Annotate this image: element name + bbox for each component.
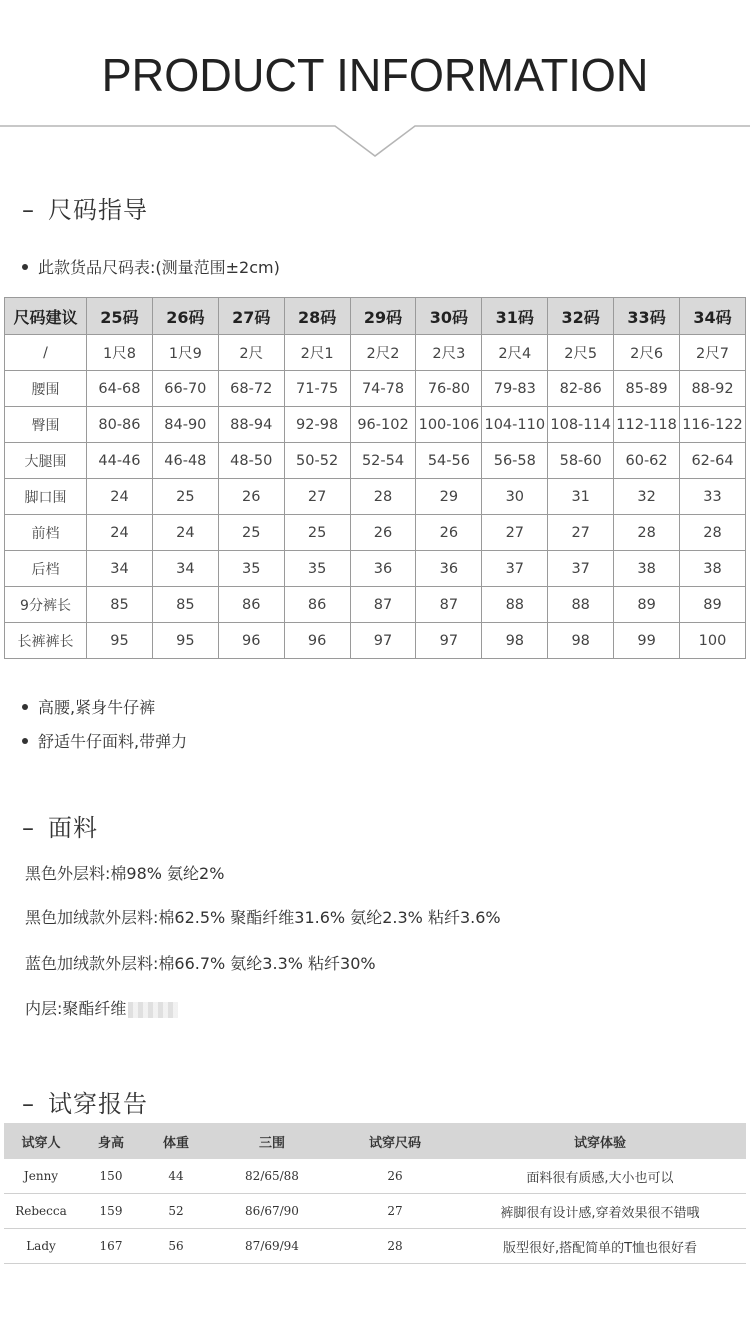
size-table-cell: 97	[416, 623, 482, 659]
size-table-row	[5, 443, 746, 479]
size-table-cell: 36	[416, 551, 482, 587]
size-table-cell: 60-62	[614, 443, 680, 479]
size-table-cell: 88	[548, 587, 614, 623]
size-table-cell: 87	[350, 587, 416, 623]
size-table-cell: 33	[680, 479, 746, 515]
size-table-row-label: 大腿围	[5, 443, 87, 479]
size-table-cell: 74-78	[350, 371, 416, 407]
trial-table-cell: 44	[144, 1159, 208, 1194]
trial-table-header-cell: 试穿尺码	[336, 1123, 454, 1159]
size-table-row-label: 前档	[5, 515, 87, 551]
fabric-line: 蓝色加绒款外层料:棉66.7% 氨纶3.3% 粘纤30%	[25, 954, 376, 973]
size-table-cell: 76-80	[416, 371, 482, 407]
size-table-cell: 28	[614, 515, 680, 551]
trial-table-header-cell: 三围	[208, 1123, 336, 1159]
size-table-cell: 88-94	[218, 407, 284, 443]
size-table-cell: 27	[548, 515, 614, 551]
size-table-cell: 37	[548, 551, 614, 587]
size-table-cell: 79-83	[482, 371, 548, 407]
trial-table-cell: 27	[336, 1194, 454, 1229]
size-table-cell: 27	[284, 479, 350, 515]
feature-text: 舒适牛仔面料,带弹力	[38, 732, 188, 751]
size-table-cell: 26	[350, 515, 416, 551]
size-table-cell: 36	[350, 551, 416, 587]
trial-table-cell: 56	[144, 1229, 208, 1264]
size-table-cell: 86	[284, 587, 350, 623]
bullet-icon	[22, 704, 28, 710]
size-table-cell: 80-86	[87, 407, 153, 443]
section-title-size-text: 尺码指导	[48, 196, 148, 224]
size-table-cell: 54-56	[416, 443, 482, 479]
size-table-cell: 99	[614, 623, 680, 659]
size-table-cell: 112-118	[614, 407, 680, 443]
size-table-row-label: /	[5, 335, 87, 371]
size-table-cell: 100-106	[416, 407, 482, 443]
size-table-cell: 44-46	[87, 443, 153, 479]
fabric-line-inner	[25, 996, 178, 1019]
size-table-row	[5, 371, 746, 407]
trial-table-cell: 167	[78, 1229, 144, 1264]
blurred-redaction	[128, 1002, 178, 1018]
size-table-cell: 85	[152, 587, 218, 623]
size-table-cell: 108-114	[548, 407, 614, 443]
size-table-row-label: 后档	[5, 551, 87, 587]
trial-table-cell: Lady	[4, 1229, 78, 1264]
section-title-trial-text: 试穿报告	[48, 1090, 148, 1118]
size-table-header-cell: 33码	[614, 298, 680, 335]
size-table-row	[5, 479, 746, 515]
size-table-cell: 116-122	[680, 407, 746, 443]
size-table-cell: 1尺8	[87, 335, 153, 371]
bullet-icon	[22, 264, 28, 270]
size-table-cell: 89	[680, 587, 746, 623]
size-table-cell: 37	[482, 551, 548, 587]
trial-table-cell: 150	[78, 1159, 144, 1194]
size-table-cell: 96	[284, 623, 350, 659]
trial-table	[4, 1123, 746, 1264]
size-table-cell: 2尺7	[680, 335, 746, 371]
feature-text: 高腰,紧身牛仔裤	[38, 698, 156, 717]
size-table-cell: 62-64	[680, 443, 746, 479]
size-table-cell: 2尺4	[482, 335, 548, 371]
size-table-cell: 24	[87, 479, 153, 515]
size-table-cell: 2尺5	[548, 335, 614, 371]
trial-table-cell: Rebecca	[4, 1194, 78, 1229]
size-table-cell: 68-72	[218, 371, 284, 407]
section-title-size: – 尺码指导	[22, 196, 148, 224]
trial-table-cell: 28	[336, 1229, 454, 1264]
size-table-cell: 66-70	[152, 371, 218, 407]
size-table-cell: 28	[680, 515, 746, 551]
size-table-cell: 35	[284, 551, 350, 587]
trial-table-row	[4, 1159, 746, 1194]
size-table-cell: 24	[87, 515, 153, 551]
size-table-cell: 64-68	[87, 371, 153, 407]
size-table-cell: 24	[152, 515, 218, 551]
size-table-row	[5, 551, 746, 587]
trial-table-row	[4, 1229, 746, 1264]
size-table-cell: 2尺1	[284, 335, 350, 371]
size-table-cell: 88	[482, 587, 548, 623]
size-table-header-cell: 28码	[284, 298, 350, 335]
size-table-cell: 71-75	[284, 371, 350, 407]
size-table-cell: 88-92	[680, 371, 746, 407]
size-table-cell: 58-60	[548, 443, 614, 479]
size-table-header-cell: 34码	[680, 298, 746, 335]
size-table-row	[5, 515, 746, 551]
size-table-cell: 95	[87, 623, 153, 659]
size-table-cell: 38	[680, 551, 746, 587]
trial-table-header-cell: 试穿体验	[454, 1123, 746, 1159]
trial-table-header	[4, 1123, 746, 1159]
size-table-cell: 89	[614, 587, 680, 623]
size-table-header-cell: 26码	[152, 298, 218, 335]
size-table-cell: 87	[416, 587, 482, 623]
size-table-cell: 2尺3	[416, 335, 482, 371]
size-table-row	[5, 407, 746, 443]
feature-item	[22, 695, 155, 718]
size-table-cell: 92-98	[284, 407, 350, 443]
size-table-header-cell: 25码	[87, 298, 153, 335]
trial-table-cell: 87/69/94	[208, 1229, 336, 1264]
size-note	[22, 255, 280, 278]
size-table-cell: 31	[548, 479, 614, 515]
trial-table-cell: 版型很好,搭配简单的T恤也很好看	[454, 1229, 746, 1264]
size-table-cell: 35	[218, 551, 284, 587]
size-table-cell: 97	[350, 623, 416, 659]
size-table-cell: 95	[152, 623, 218, 659]
size-table-cell: 34	[152, 551, 218, 587]
size-table-cell: 2尺2	[350, 335, 416, 371]
size-table-header	[5, 298, 746, 335]
trial-table-header-cell: 试穿人	[4, 1123, 78, 1159]
size-table-row-label: 脚口围	[5, 479, 87, 515]
header-divider	[0, 0, 750, 170]
fabric-line: 黑色加绒款外层料:棉62.5% 聚酯纤维31.6% 氨纶2.3% 粘纤3.6%	[25, 908, 501, 927]
size-table-cell: 30	[482, 479, 548, 515]
size-table-cell: 98	[548, 623, 614, 659]
size-table-cell: 86	[218, 587, 284, 623]
size-table-cell: 96	[218, 623, 284, 659]
trial-table-cell: 86/67/90	[208, 1194, 336, 1229]
size-table-row-label: 长裤裤长	[5, 623, 87, 659]
size-table-cell: 84-90	[152, 407, 218, 443]
size-table-cell: 85	[87, 587, 153, 623]
size-table-row-label: 腰围	[5, 371, 87, 407]
size-note-text: 此款货品尺码表:(测量范围±2cm)	[38, 258, 280, 277]
size-table	[4, 297, 746, 659]
size-table-cell: 56-58	[482, 443, 548, 479]
size-table-header-cell: 尺码建议	[5, 298, 87, 335]
size-table-cell: 28	[350, 479, 416, 515]
size-table-row	[5, 623, 746, 659]
trial-table-cell: Jenny	[4, 1159, 78, 1194]
size-table-cell: 25	[284, 515, 350, 551]
size-table-row	[5, 587, 746, 623]
trial-table-cell: 面料很有质感,大小也可以	[454, 1159, 746, 1194]
size-table-row-label: 9分裤长	[5, 587, 87, 623]
size-table-cell: 85-89	[614, 371, 680, 407]
trial-table-cell: 裤脚很有设计感,穿着效果很不错哦	[454, 1194, 746, 1229]
size-table-cell: 27	[482, 515, 548, 551]
size-table-row-label: 臀围	[5, 407, 87, 443]
size-table-cell: 2尺	[218, 335, 284, 371]
fabric-line-text: 内层:聚酯纤维	[25, 999, 127, 1018]
size-table-cell: 50-52	[284, 443, 350, 479]
bullet-icon	[22, 738, 28, 744]
section-title-fabric: – 面料	[22, 814, 98, 842]
size-table-cell: 46-48	[152, 443, 218, 479]
size-table-cell: 38	[614, 551, 680, 587]
size-table-cell: 2尺6	[614, 335, 680, 371]
size-table-cell: 82-86	[548, 371, 614, 407]
size-table-cell: 100	[680, 623, 746, 659]
page-title: PRODUCT INFORMATION	[101, 49, 649, 101]
trial-table-header-cell: 体重	[144, 1123, 208, 1159]
size-table-cell: 34	[87, 551, 153, 587]
fabric-line: 黑色外层料:棉98% 氨纶2%	[25, 864, 225, 883]
section-title-trial: – 试穿报告	[22, 1090, 148, 1118]
size-table-cell: 96-102	[350, 407, 416, 443]
size-table-header-cell: 32码	[548, 298, 614, 335]
size-table-header-cell: 27码	[218, 298, 284, 335]
size-table-header-cell: 29码	[350, 298, 416, 335]
feature-item	[22, 729, 187, 752]
size-table-cell: 52-54	[350, 443, 416, 479]
size-table-cell: 26	[218, 479, 284, 515]
size-table-cell: 48-50	[218, 443, 284, 479]
size-table-header-cell: 30码	[416, 298, 482, 335]
trial-table-cell: 52	[144, 1194, 208, 1229]
trial-table-row	[4, 1194, 746, 1229]
trial-table-header-cell: 身高	[78, 1123, 144, 1159]
size-table-cell: 104-110	[482, 407, 548, 443]
size-table-cell: 25	[152, 479, 218, 515]
size-table-row	[5, 335, 746, 371]
size-table-cell: 26	[416, 515, 482, 551]
size-table-cell: 32	[614, 479, 680, 515]
size-table-cell: 25	[218, 515, 284, 551]
section-title-fabric-text: 面料	[48, 814, 98, 842]
size-table-cell: 98	[482, 623, 548, 659]
trial-table-cell: 82/65/88	[208, 1159, 336, 1194]
size-table-header-cell: 31码	[482, 298, 548, 335]
size-table-cell: 1尺9	[152, 335, 218, 371]
size-table-cell: 29	[416, 479, 482, 515]
trial-table-cell: 26	[336, 1159, 454, 1194]
trial-table-cell: 159	[78, 1194, 144, 1229]
